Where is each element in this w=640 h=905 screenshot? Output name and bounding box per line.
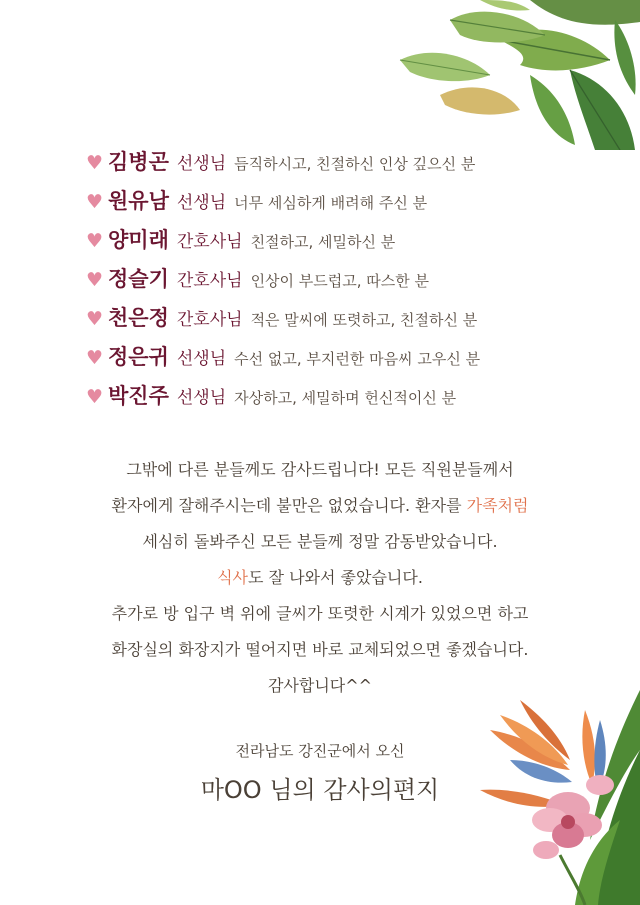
staff-description: 수선 없고, 부지런한 마음씨 고우신 분 — [234, 350, 481, 368]
staff-name: 김병곤 — [108, 150, 169, 174]
staff-row — [86, 146, 606, 185]
staff-row — [86, 224, 606, 263]
letter-title: 마OO 님의 감사의편지 — [200, 776, 440, 804]
staff-name: 천은정 — [108, 306, 169, 330]
staff-description: 자상하고, 세밀하며 헌신적이신 분 — [234, 389, 457, 407]
message-line — [20, 560, 620, 596]
staff-row — [86, 341, 606, 380]
message-text: 도 잘 나와서 좋았습니다. — [248, 568, 423, 587]
message-line: 세심히 돌봐주신 모든 분들께 정말 감동받았습니다. — [142, 532, 498, 551]
orchid-and-bird-of-paradise-illustration — [480, 690, 640, 905]
message-line — [20, 488, 620, 524]
staff-role: 선생님 — [176, 154, 227, 174]
staff-role: 선생님 — [176, 388, 227, 408]
staff-list — [86, 146, 606, 419]
staff-row — [86, 380, 606, 419]
staff-name: 원유남 — [108, 189, 169, 213]
staff-name: 정은귀 — [108, 345, 169, 369]
staff-name: 박진주 — [108, 384, 169, 408]
heart-icon: ♥ — [86, 386, 104, 408]
staff-role: 간호사님 — [176, 271, 243, 291]
staff-role: 간호사님 — [176, 232, 243, 252]
staff-row — [86, 263, 606, 302]
tropical-leaves-illustration — [380, 0, 640, 150]
heart-icon: ♥ — [86, 347, 104, 369]
highlight-text: 식사 — [217, 568, 248, 587]
staff-row — [86, 302, 606, 341]
staff-description: 듬직하시고, 친절하신 인상 깊으신 분 — [234, 155, 476, 173]
message-line: 추가로 방 입구 벽 위에 글씨가 또렷한 시계가 있었으면 하고 — [111, 604, 529, 623]
message-text: 환자에게 잘해주시는데 불만은 없었습니다. 환자를 — [111, 496, 467, 515]
message-line: 그밖에 다른 분들께도 감사드립니다! 모든 직원분들께서 — [126, 460, 514, 479]
staff-role: 간호사님 — [176, 310, 243, 330]
staff-description: 너무 세심하게 배려해 주신 분 — [234, 194, 428, 212]
heart-icon: ♥ — [86, 152, 104, 174]
staff-description: 인상이 부드럽고, 따스한 분 — [250, 272, 430, 290]
staff-name: 양미래 — [108, 228, 169, 252]
letter-message — [20, 452, 620, 704]
heart-icon: ♥ — [86, 191, 104, 213]
staff-description: 친절하고, 세밀하신 분 — [250, 233, 396, 251]
message-line: 화장실의 화장지가 떨어지면 바로 교체되었으면 좋겠습니다. — [111, 640, 529, 659]
message-line: 감사합니다^^ — [267, 676, 373, 695]
sender-origin: 전라남도 강진군에서 오신 — [235, 742, 405, 760]
staff-name: 정슬기 — [108, 267, 169, 291]
staff-row — [86, 185, 606, 224]
staff-description: 적은 말씨에 또렷하고, 친절하신 분 — [250, 311, 478, 329]
staff-role: 선생님 — [176, 349, 227, 369]
highlight-text: 가족처럼 — [466, 496, 529, 515]
staff-role: 선생님 — [176, 193, 227, 213]
heart-icon: ♥ — [86, 230, 104, 252]
heart-icon: ♥ — [86, 308, 104, 330]
heart-icon: ♥ — [86, 269, 104, 291]
